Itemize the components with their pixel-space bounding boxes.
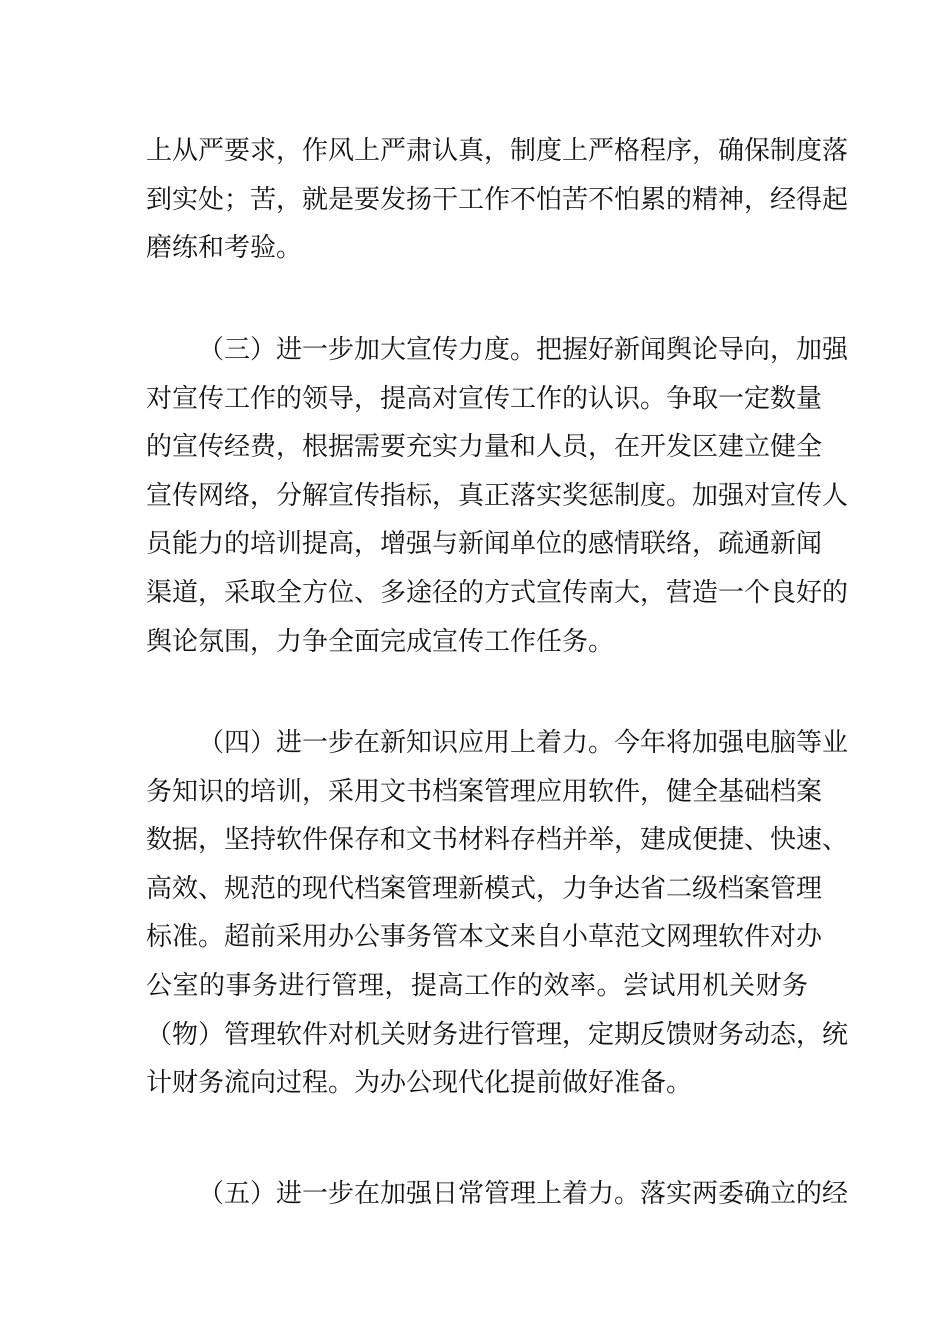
text-line: 高效、规范的现代档案管理新模式，力争达省二级档案管理 (146, 873, 823, 904)
paragraph-1 (146, 127, 849, 273)
text-line: 数据，坚持软件保存和文书材料存档并举，建成便捷、快速、 (146, 825, 849, 856)
text-line: 到实处；苦，就是要发扬干工作不怕苦不怕累的精神，经得起 (146, 184, 849, 215)
text-line: 务知识的培训，采用文书档案管理应用软件，健全基础档案 (146, 776, 823, 807)
text-line: 公室的事务进行管理，提高工作的效率。尝试用机关财务 (146, 970, 808, 1001)
text-line: 舆论氛围，力争全面完成宣传工作任务。 (146, 626, 615, 657)
text-line: 宣传网络，分解宣传指标，真正落实奖惩制度。加强对宣传人 (146, 480, 849, 511)
text-line: （物）管理软件对机关财务进行管理，定期反馈财务动态，统 (146, 1019, 849, 1050)
paragraph-3 (146, 719, 849, 1108)
text-line: 磨练和考验。 (146, 233, 303, 264)
paragraph-4 (146, 1170, 849, 1219)
text-line: 标准。超前采用办公事务管本文来自小草范文网理软件对办 (146, 922, 823, 953)
text-line: （四）进一步在新知识应用上着力。今年将加强电脑等业 (198, 728, 849, 758)
text-line: 计财务流向过程。为办公现代化提前做好准备。 (146, 1068, 693, 1099)
paragraph-2 (146, 326, 849, 666)
text-line: 对宣传工作的领导，提高对宣传工作的认识。争取一定数量 (146, 383, 823, 414)
text-line: 渠道，采取全方位、多途径的方式宣传南大，营造一个良好的 (146, 577, 849, 608)
text-line: （三）进一步加大宣传力度。把握好新闻舆论导向，加强 (198, 335, 849, 365)
text-line: 上从严要求，作风上严肃认真，制度上严格程序，确保制度落 (146, 136, 849, 166)
text-line: 员能力的培训提高，增强与新闻单位的感情联络，疏通新闻 (146, 529, 823, 560)
text-line: 的宣传经费，根据需要充实力量和人员，在开发区建立健全 (146, 432, 823, 463)
text-line: （五）进一步在加强日常管理上着力。落实两委确立的经 (198, 1179, 849, 1209)
